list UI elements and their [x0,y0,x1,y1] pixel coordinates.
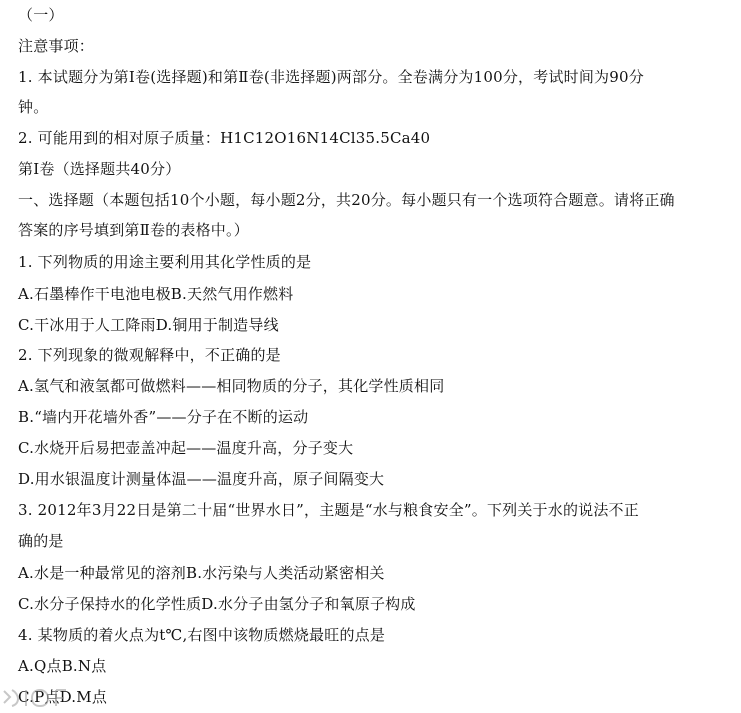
notice-item-1-line-2: 钟。 [18,98,49,116]
question-2-option-b: B.“墙内开花墙外香”——分子在不断的运动 [18,408,309,426]
question-1-stem: 1. 下列物质的用途主要利用其化学性质的是 [18,253,312,271]
question-3-options-ab: A.水是一种最常见的溶剂B.水污染与人类活动紧密相关 [18,564,385,582]
question-2-option-a: A.氢气和液氢都可做燃料——相同物质的分子，其化学性质相同 [18,377,445,395]
question-1-options-cd: C.干冰用于人工降雨D.铜用于制造导线 [18,316,279,334]
question-3-stem-line-2: 确的是 [18,532,64,550]
question-4-options-ab: A.Q点B.N点 [18,657,107,675]
question-1-options-ab: A.石墨棒作干电池电极B.天然气用作燃料 [18,285,294,303]
section-1-instruction-line-1: 一、选择题（本题包括10个小题，每小题2分，共20分。每小题只有一个选项符合题意。请将正确 [18,191,675,209]
question-2-option-d: D.用水银温度计测量体温——温度升高，原子间隔变大 [18,470,385,488]
question-2-option-c: C.水烧开后易把壶盖冲起——温度升高，分子变大 [18,439,354,457]
volume-1-title: 第Ⅰ卷（选择题共40分） [18,160,181,178]
notice-title: 注意事项： [18,37,95,55]
notice-item-2: 2. 可能用到的相对原子质量：H1C12O16N14Cl35.5Ca40 [18,129,431,147]
notice-item-1-line-1: 1. 本试题分为第Ⅰ卷(选择题)和第Ⅱ卷(非选择题)两部分。全卷满分为100分，考试时间为90分 [18,68,644,86]
question-4-options-cd: C.P点D.M点 [18,688,108,706]
question-2-stem: 2. 下列现象的微观解释中，不正确的是 [18,346,281,364]
question-3-stem-line-1: 3. 2012年3月22日是第二十届“世界水日”，主题是“水与粮食安全”。下列关于水的说法不正 [18,501,639,519]
question-3-options-cd: C.水分子保持水的化学性质D.水分子由氢分子和氧原子构成 [18,595,416,613]
question-4-stem: 4. 某物质的着火点为t℃,右图中该物质燃烧最旺的点是 [18,626,386,644]
section-1-instruction-line-2: 答案的序号填到第Ⅱ卷的表格中。） [18,221,249,239]
section-marker: （一） [18,6,64,24]
